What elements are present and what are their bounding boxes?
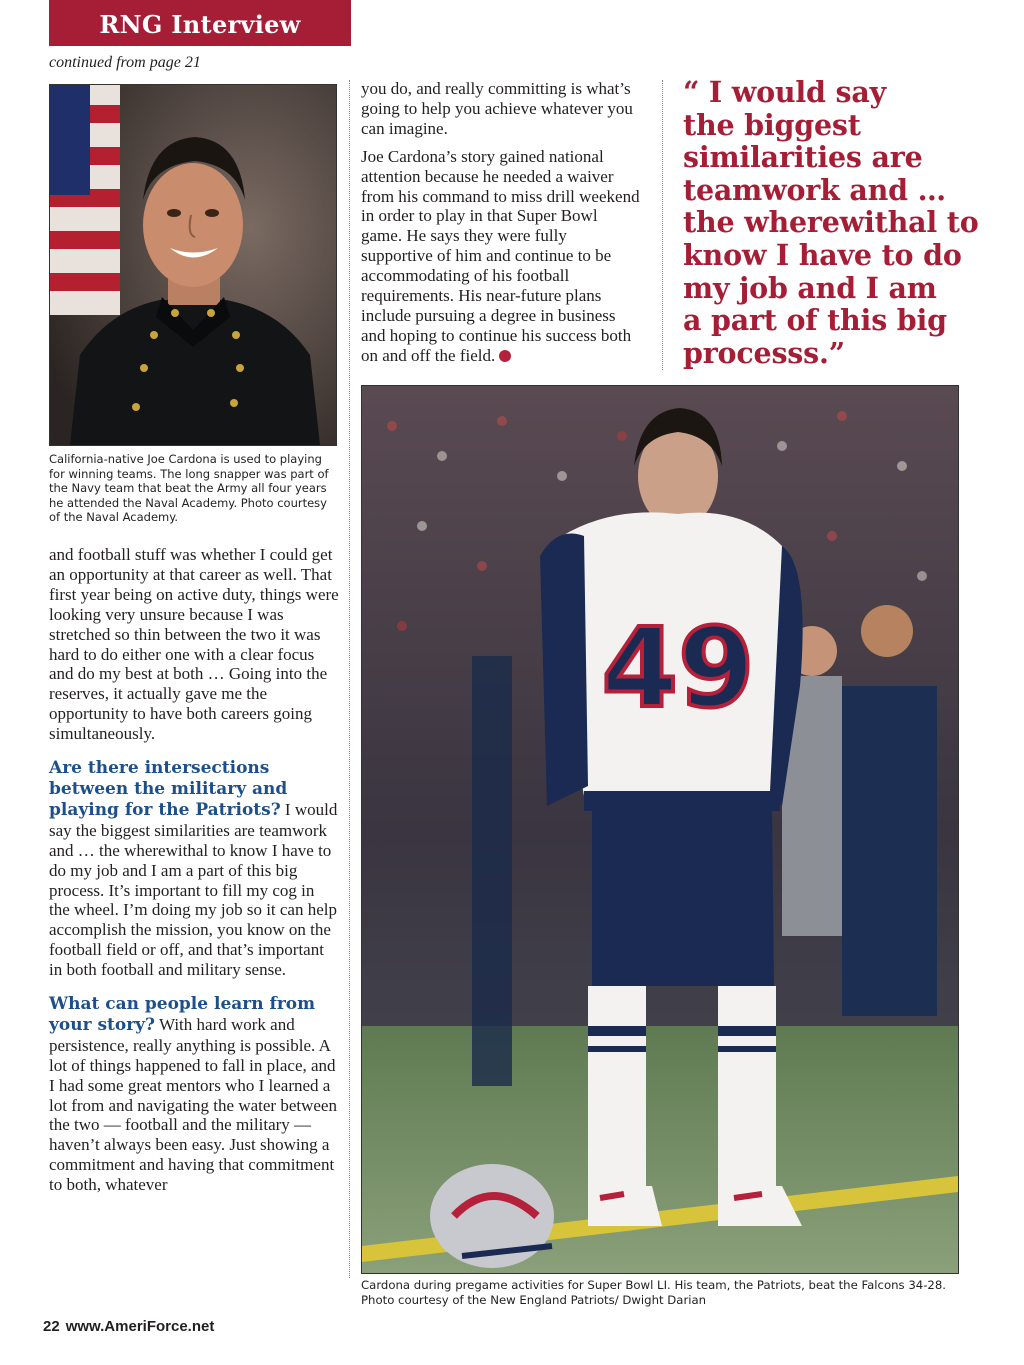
portrait-photo xyxy=(49,84,337,446)
pull-quote-line: “ I would say xyxy=(683,75,886,109)
middle-column xyxy=(361,79,641,374)
section-title: RNG Interview xyxy=(49,0,351,46)
continued-note: continued from page 21 xyxy=(49,54,201,71)
answer-text: With hard work and persistence, really anything is possible. A lot of things happened to fall in place, and I had some great mentors who I learned a lot from and navigating the water between the two — football and the military — haven’t always been easy. Just showing a commitment and having that commitment to both, whatever xyxy=(49,1014,337,1195)
pull-quote-line: similarities are xyxy=(683,140,923,175)
qa-block-1 xyxy=(49,758,339,980)
qa-block-2 xyxy=(49,994,339,1195)
footer-site-link[interactable]: www.AmeriForce.net xyxy=(65,1318,215,1335)
page-footer xyxy=(43,1318,220,1335)
end-mark-icon xyxy=(499,350,511,362)
pull-quote-line: processs.” xyxy=(683,335,845,370)
question-heading: Are there intersections between the military and playing for the Patriots? xyxy=(49,758,288,820)
pull-quote-line: the wherewithal to xyxy=(683,205,979,240)
question-heading: What can people learn from your story? xyxy=(49,994,316,1035)
column-divider xyxy=(349,80,350,1278)
action-photo xyxy=(361,385,959,1274)
pull-quote-line: my job and I am xyxy=(683,270,937,305)
pull-quote xyxy=(683,76,983,369)
pull-quote-line: the biggest xyxy=(683,107,861,142)
paragraph: you do, and really committing is what’s going to help you achieve whatever you can imagine. xyxy=(361,79,633,138)
column-divider xyxy=(662,80,663,370)
intro-paragraph: and football stuff was whether I could get an opportunity at that career as well. That first year being on active duty, things were looking very unsure because I was stretched so thin between the two it was hard to do either one with a clear focus and do my best at both … Going into the reserves, it actually gave me the opportunity to have both careers going simultaneously. xyxy=(49,545,339,744)
pull-quote-line: teamwork and … xyxy=(683,172,946,207)
pull-quote-line: a part of this big xyxy=(683,303,947,338)
left-column xyxy=(49,545,339,1195)
action-caption: Cardona during pregame activities for Super Bowl LI. His team, the Patriots, beat the Falcons 34-28. Photo courtesy of the New England Patriots/ Dwight Darian xyxy=(361,1278,946,1307)
paragraph-text: Joe Cardona’s story gained national attention because he needed a waiver from his command to miss drill weekend in order to play in that Super Bowl game. He says they were fully supportive of him and continue to be accommodating of his football requirements. His near-future plans include pursuing a degree in business and hoping to continue his success both on and off the field. xyxy=(361,146,640,365)
jersey-number: 49 xyxy=(601,604,755,732)
portrait-caption: California-native Joe Cardona is used to playing for winning teams. The long snapper was part of the Navy team that beat the Army all four years he attended the Naval Academy. Photo courtesy of the Naval Academy. xyxy=(49,452,329,524)
answer-text: I would say the biggest similarities are teamwork and … the wherewithal to know I have to do my job and I am a part of this big process. It’s important to fill my cog in the wheel. I’m doing my job so it can help accomplish the mission, you know on the football field or off, and that’s important in both football and military sense. xyxy=(49,799,338,980)
page-number: 22 xyxy=(43,1318,60,1335)
paragraph xyxy=(361,147,641,366)
pull-quote-line: know I have to do xyxy=(683,237,962,272)
